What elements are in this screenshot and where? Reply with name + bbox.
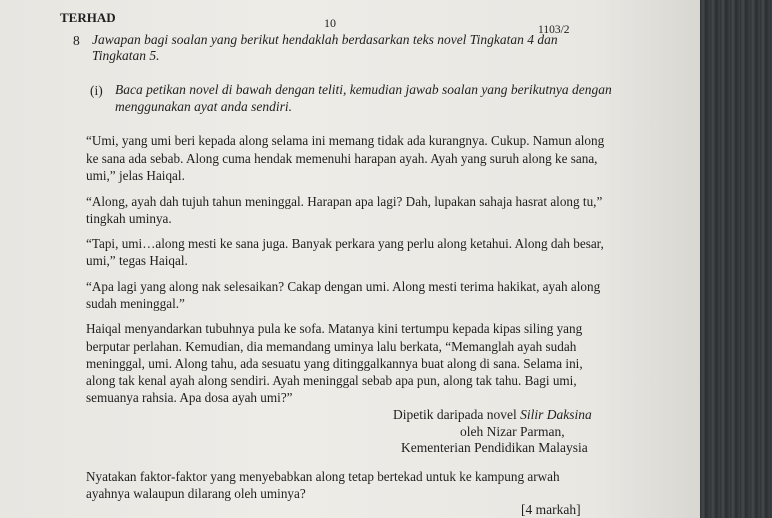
- paper-code: 1103/2: [538, 24, 570, 36]
- passage-line: semuanya rahsia. Apa dosa ayah umi?”: [86, 390, 293, 405]
- marks-label: [521, 502, 581, 518]
- page-number: 10: [324, 16, 336, 30]
- passage-line: ke sana ada sebab. Along cuma hendak memenuhi harapan ayah. Ayah yang suruh along ke sana,: [86, 151, 598, 166]
- book-edge: [700, 0, 772, 518]
- passage-line: berputar perlahan. Kemudian, dia memandang uminya lalu berkata, “Memanglah ayah sudah: [86, 339, 577, 354]
- classification-label: TERHAD: [60, 10, 116, 25]
- passage-line: umi,” tegas Haiqal.: [86, 253, 188, 268]
- marks-text: [4 markah]: [521, 502, 581, 517]
- passage-line: meninggal, umi. Along tahu, ada sesuatu yang ditinggalkannya buat along di sana. Selama ini,: [86, 356, 583, 371]
- passage-line: tingkah uminya.: [86, 211, 172, 226]
- passage-line: umi,” jelas Haiqal.: [86, 168, 185, 183]
- source-line2: oleh Nizar Parman,: [460, 424, 565, 439]
- source-line3: Kementerian Pendidikan Malaysia: [401, 440, 588, 455]
- question-instruction-line2: Tingkatan 5.: [92, 48, 160, 63]
- passage-line: along tak kenal ayah along sendiri. Ayah meninggal sebab apa pun, along tak tahu. Bagi umi,: [86, 373, 577, 388]
- source-line1: [393, 407, 592, 423]
- passage-line: “Umi, yang umi beri kepada along selama ini memang tidak ada kurangnya. Cukup. Namun along: [86, 133, 605, 148]
- source-prefix: Dipetik daripada novel: [393, 407, 521, 422]
- part-i-line2: menggunakan ayat anda sendiri.: [115, 99, 292, 114]
- task-line2: ayahnya walaupun dilarang oleh uminya?: [86, 486, 306, 501]
- part-i-line1: Baca petikan novel di bawah dengan teliti, kemudian jawab soalan yang berikutnya dengan: [115, 82, 612, 97]
- passage-line: Haiqal menyandarkan tubuhnya pula ke sofa. Matanya kini tertumpu kepada kipas siling yang: [86, 321, 583, 336]
- passage-line: sudah meninggal.”: [86, 296, 185, 311]
- question-instruction-line1: Jawapan bagi soalan yang berikut hendaklah berdasarkan teks novel Tingkatan 4 dan: [92, 32, 558, 47]
- passage-line: “Along, ayah dah tujuh tahun meninggal. Harapan apa lagi? Dah, lupakan sahaja hasrat along tu,”: [86, 194, 603, 209]
- task-line1: Nyatakan faktor-faktor yang menyebabkan along tetap bertekad untuk ke kampung arwah: [86, 469, 560, 484]
- question-number: 8: [73, 33, 80, 48]
- source-novel-title: Silir Daksina: [520, 407, 592, 422]
- passage-line: “Apa lagi yang along nak selesaikan? Cakap dengan umi. Along mesti terima hakikat, ayah along: [86, 279, 601, 294]
- passage-line: “Tapi, umi…along mesti ke sana juga. Banyak perkara yang perlu along ketahui. Along dah besar,: [86, 236, 604, 251]
- part-i-label: (i): [90, 83, 103, 98]
